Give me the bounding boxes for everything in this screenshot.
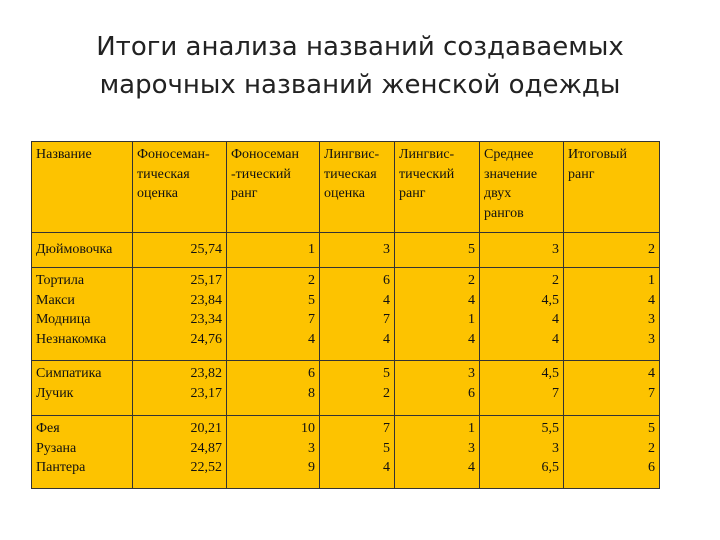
ling-score-cell: 7 5 4: [320, 416, 395, 489]
name-cell: Тортила Макси Модница Незнакомка: [32, 268, 133, 361]
ling-score-cell: 5 2: [320, 361, 395, 416]
mean-rank-cell: 2 4,5 4 4: [480, 268, 564, 361]
name-cell: Дюймовочка: [32, 233, 133, 268]
header-cell: Название: [32, 142, 133, 233]
header-cell: Лингвис- тический ранг: [395, 142, 480, 233]
header-cell: Итоговый ранг: [564, 142, 660, 233]
ling-rank-cell: 5: [395, 233, 480, 268]
table-header-row: [32, 142, 660, 233]
phono-score-cell: 20,21 24,87 22,52: [133, 416, 227, 489]
table-row: [32, 361, 660, 416]
phono-rank-cell: 10 3 9: [227, 416, 320, 489]
final-rank-cell: 2: [564, 233, 660, 268]
header-cell: Среднее значение двух рангов: [480, 142, 564, 233]
name-cell: Симпатика Лучик: [32, 361, 133, 416]
title-line-1: Итоги анализа названий создаваемых: [96, 32, 624, 62]
phono-score-cell: 23,82 23,17: [133, 361, 227, 416]
results-table: [31, 141, 660, 489]
mean-rank-cell: 3: [480, 233, 564, 268]
ling-score-cell: 6 4 7 4: [320, 268, 395, 361]
table-row: [32, 268, 660, 361]
mean-rank-cell: 5,5 3 6,5: [480, 416, 564, 489]
phono-score-cell: 25,74: [133, 233, 227, 268]
header-cell: Фоносеман- тическая оценка: [133, 142, 227, 233]
phono-rank-cell: 6 8: [227, 361, 320, 416]
final-rank-cell: 4 7: [564, 361, 660, 416]
mean-rank-cell: 4,5 7: [480, 361, 564, 416]
title-line-2: марочных названий женской одежды: [99, 70, 621, 100]
header-cell: Лингвис- тическая оценка: [320, 142, 395, 233]
name-cell: Фея Рузана Пантера: [32, 416, 133, 489]
phono-score-cell: 25,17 23,84 23,34 24,76: [133, 268, 227, 361]
slide-title: [0, 28, 720, 104]
final-rank-cell: 1 4 3 3: [564, 268, 660, 361]
phono-rank-cell: 2 5 7 4: [227, 268, 320, 361]
ling-score-cell: 3: [320, 233, 395, 268]
table-row: [32, 416, 660, 489]
phono-rank-cell: 1: [227, 233, 320, 268]
header-cell: Фоносеман -тический ранг: [227, 142, 320, 233]
final-rank-cell: 5 2 6: [564, 416, 660, 489]
table-row: [32, 233, 660, 268]
ling-rank-cell: 1 3 4: [395, 416, 480, 489]
ling-rank-cell: 3 6: [395, 361, 480, 416]
ling-rank-cell: 2 4 1 4: [395, 268, 480, 361]
